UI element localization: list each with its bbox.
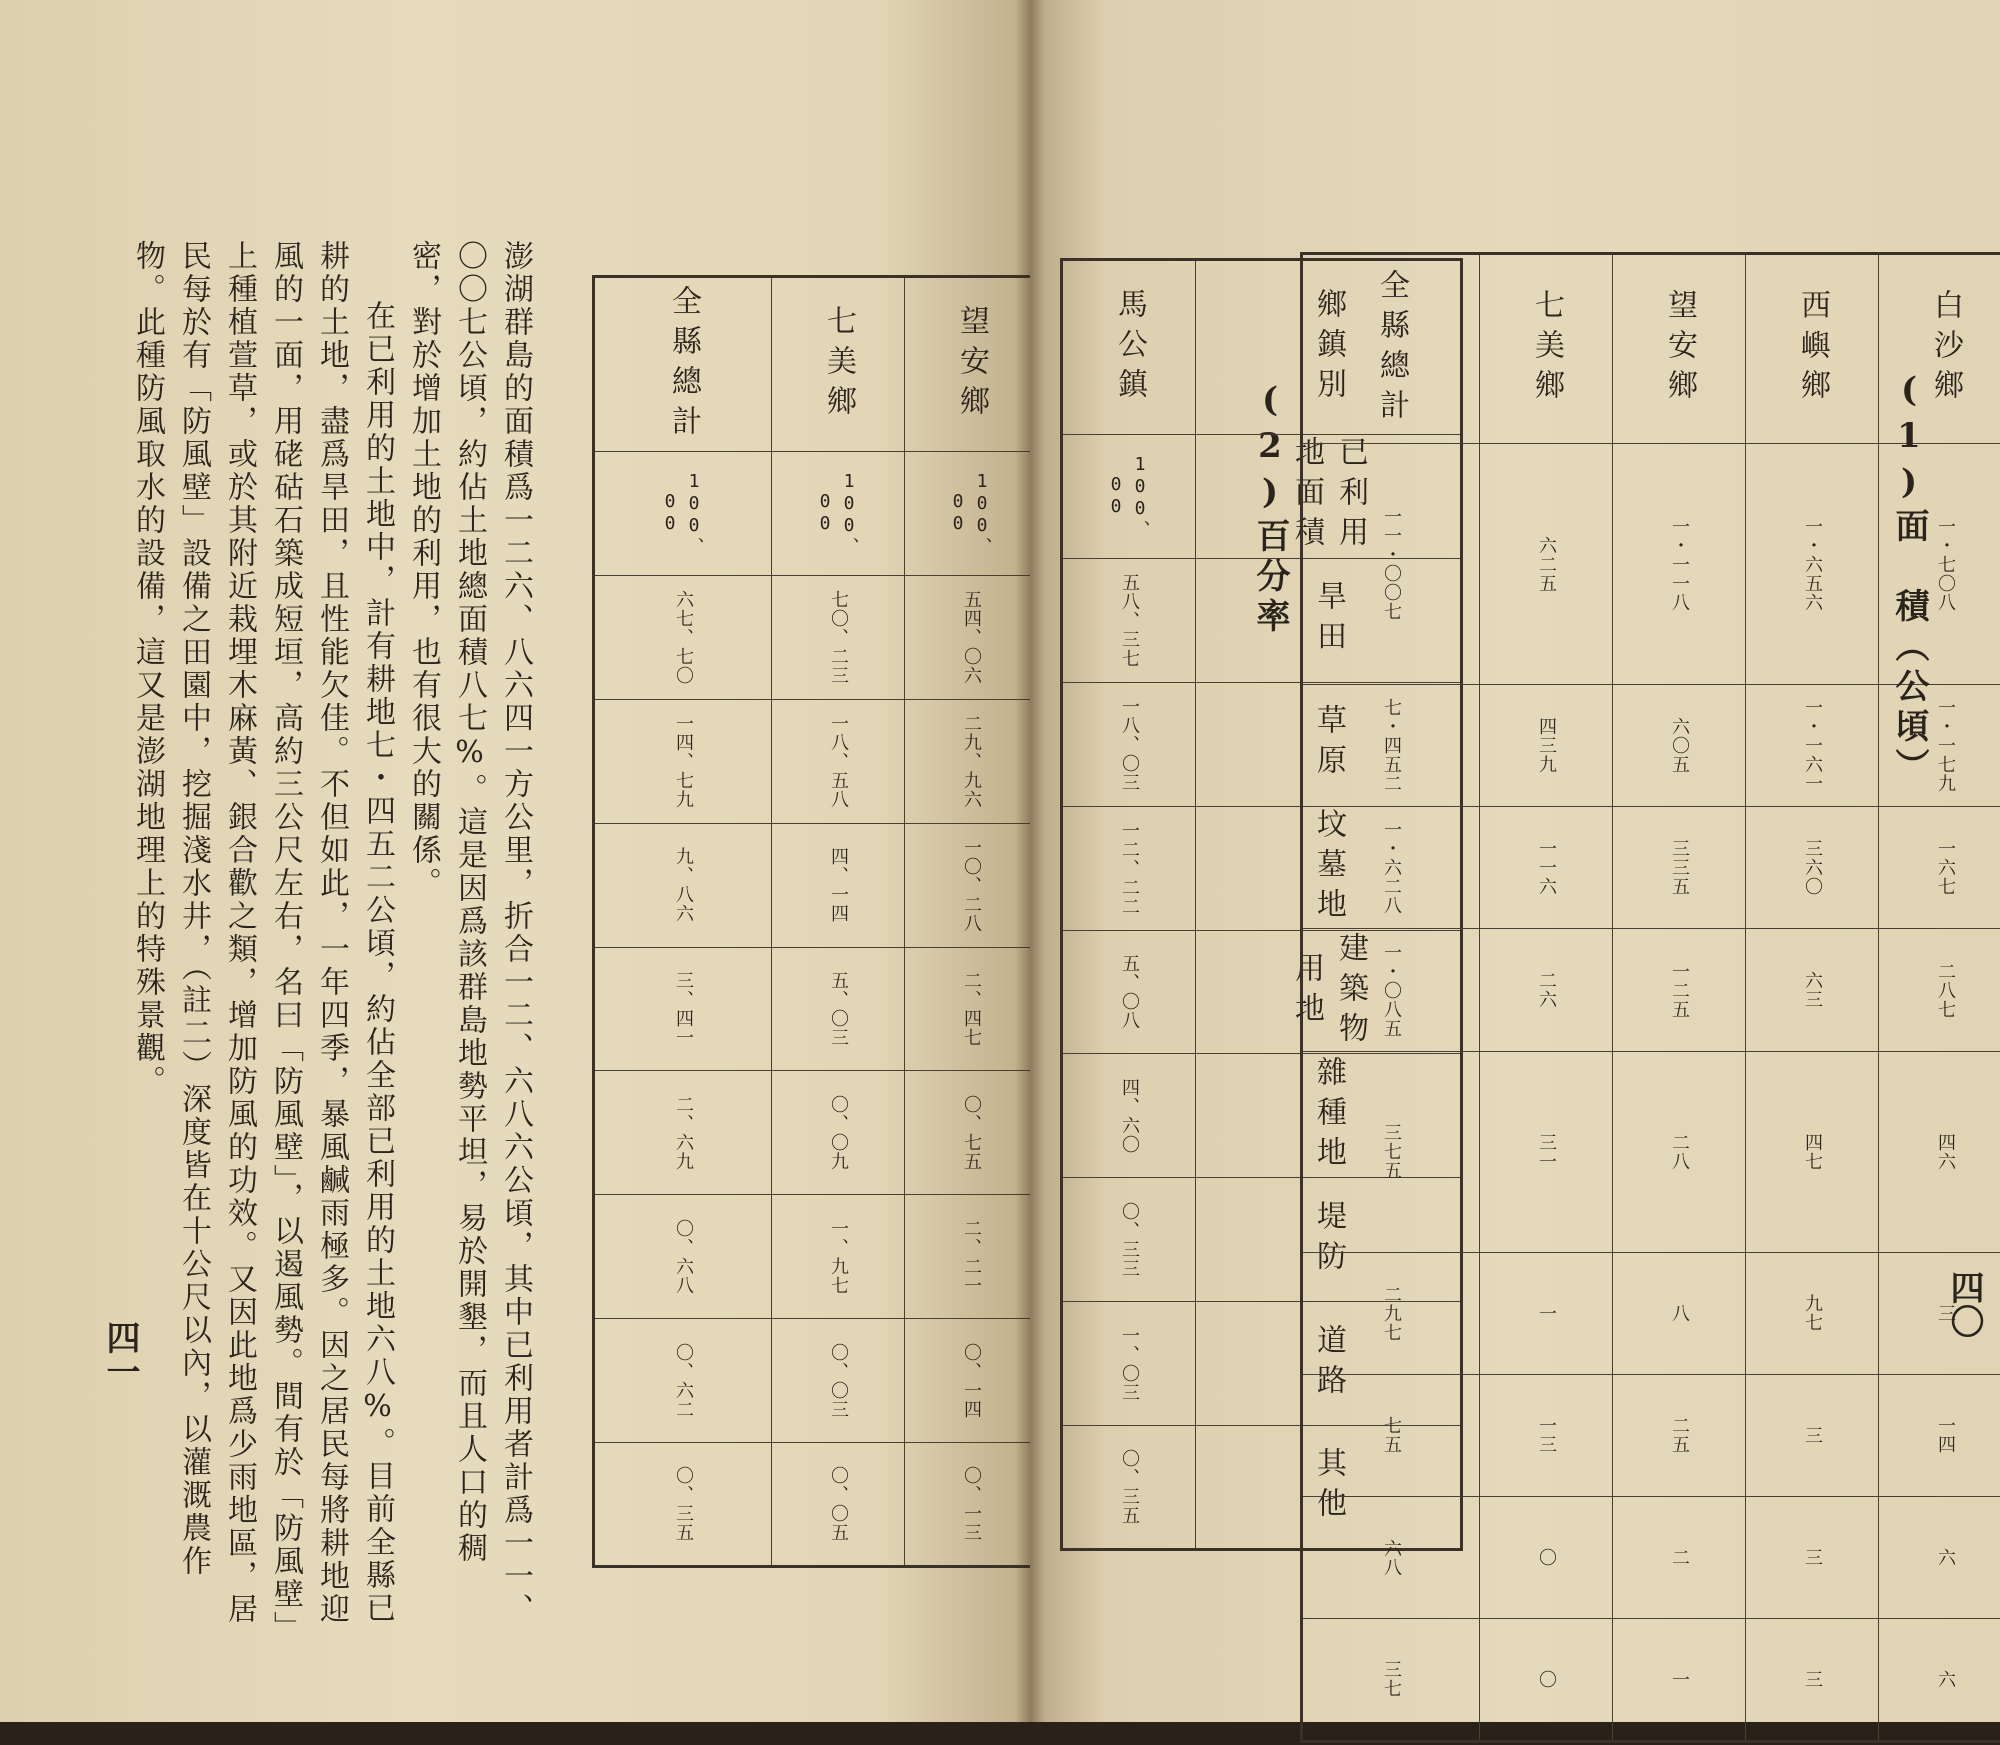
data-cell <box>1746 1252 1879 1374</box>
data-cell <box>1062 435 1196 559</box>
data-cell <box>1879 807 2000 929</box>
row-label-cell <box>1302 254 1480 444</box>
row-label-cell <box>594 277 772 452</box>
cell-text: 其他 <box>1306 1447 1350 1527</box>
page-number-right: 四〇 <box>1940 1270 1989 1338</box>
cell-text: 〇、三五 <box>1116 1449 1142 1525</box>
data-cell <box>594 1443 772 1567</box>
data-cell <box>772 947 905 1071</box>
cell-text: 二、六九 <box>670 1095 696 1171</box>
cell-text: 〇、六八 <box>670 1219 696 1295</box>
data-cell <box>1062 1054 1196 1178</box>
data-cell <box>1613 1619 1746 1741</box>
data-cell <box>594 1319 772 1443</box>
data-cell <box>1062 930 1196 1054</box>
row-label-cell <box>1746 254 1879 444</box>
data-cell <box>1480 1252 1613 1374</box>
cell-text: 三 <box>1799 1548 1825 1567</box>
data-cell <box>772 1071 905 1195</box>
data-cell <box>1879 1051 2000 1252</box>
data-cell <box>594 947 772 1071</box>
cell-text: 二九七 <box>1378 1285 1404 1342</box>
data-cell <box>1746 807 1879 929</box>
cell-text: 二五 <box>1666 1416 1692 1454</box>
data-cell <box>1302 685 1480 807</box>
data-cell <box>1062 1426 1196 1550</box>
data-cell <box>1480 1374 1613 1496</box>
data-cell <box>1746 1619 1879 1741</box>
table-row <box>1302 1619 2000 1741</box>
row-label-cell <box>1062 260 1196 435</box>
cell-text: 〇 <box>1533 1670 1559 1689</box>
data-cell <box>1480 1051 1613 1252</box>
cell-text: 一 <box>1666 1670 1692 1689</box>
data-cell <box>594 1195 772 1319</box>
cell-text: 七五 <box>1378 1416 1404 1454</box>
cell-text: 一・一七九 <box>1932 698 1958 793</box>
data-cell <box>594 1071 772 1195</box>
cell-text: 望安鄉 <box>949 305 993 425</box>
book-gutter <box>1015 0 1045 1722</box>
cell-text: 二、二一 <box>958 1219 984 1295</box>
cell-text: 建築物用地 <box>1284 931 1372 1054</box>
cell-text: 四、一四 <box>825 847 851 923</box>
paragraph-1: 澎湖群島的面積爲一二六、八六四一方公里，折合一二、六八六公頃，其中已利用者計爲一一、〇〇七公頃，約佔土地總面積八七%。這是因爲該群島地勢平坦，易於開墾，而且人口的稠密，對於增加土地的利用，也有很大的關係。 <box>400 240 538 1630</box>
cell-text: 100、00 <box>660 452 707 575</box>
table-row <box>1302 929 2000 1051</box>
data-cell <box>1302 1374 1480 1496</box>
cell-text: 西嶼鄉 <box>1790 289 1834 409</box>
data-cell <box>594 699 772 823</box>
data-cell <box>1746 929 1879 1051</box>
cell-text: 一・一六一 <box>1799 698 1825 793</box>
data-cell <box>1879 1619 2000 1741</box>
cell-text: 〇、〇三 <box>825 1343 851 1419</box>
data-cell <box>1062 1302 1196 1426</box>
cell-text: 100、00 <box>815 452 862 575</box>
cell-text: 道路 <box>1306 1324 1350 1404</box>
cell-text: 坟墓地 <box>1306 808 1350 928</box>
cell-text: 六七、七〇 <box>670 590 696 685</box>
data-cell <box>594 575 772 699</box>
cell-text: 一二五 <box>1666 962 1692 1019</box>
prose-block <box>118 240 538 1630</box>
data-cell <box>1480 685 1613 807</box>
table-row <box>1302 1252 2000 1374</box>
cell-text: 六 <box>1932 1548 1958 1567</box>
data-cell <box>1302 444 1480 685</box>
cell-text: 雜種地 <box>1306 1056 1350 1176</box>
data-cell <box>1480 807 1613 929</box>
cell-text: 六〇五 <box>1666 717 1692 774</box>
cell-text: 二、四七 <box>958 971 984 1047</box>
table-row <box>1302 1051 2000 1252</box>
row-label-cell <box>772 277 905 452</box>
data-cell <box>1879 929 2000 1051</box>
data-cell <box>772 575 905 699</box>
cell-text: 四六 <box>1932 1133 1958 1171</box>
cell-text: 〇 <box>1533 1548 1559 1567</box>
cell-text: 七〇、二三 <box>825 590 851 685</box>
cell-text: 白沙鄉 <box>1923 289 1967 409</box>
cell-text: 三 <box>1932 1304 1958 1323</box>
data-cell <box>1480 1619 1613 1741</box>
cell-text: 五八、三七 <box>1116 573 1142 668</box>
cell-text: 二八 <box>1666 1133 1692 1171</box>
table1-title: (1)面 積（公頃） <box>1885 370 1934 788</box>
cell-text: 七美鄉 <box>816 305 860 425</box>
cell-text: 〇、〇九 <box>825 1095 851 1171</box>
cell-text: 三 <box>1799 1426 1825 1445</box>
cell-text: 一 <box>1533 1304 1559 1323</box>
cell-text: 三 <box>1799 1670 1825 1689</box>
cell-text: 三六〇 <box>1799 839 1825 896</box>
cell-text: 一、〇三 <box>1116 1326 1142 1402</box>
cell-text: 三一 <box>1533 1133 1559 1171</box>
data-cell <box>1302 1252 1480 1374</box>
table-row <box>1302 1374 2000 1496</box>
cell-text: 七美鄉 <box>1524 289 1568 409</box>
data-cell <box>1746 685 1879 807</box>
data-cell <box>772 1443 905 1567</box>
data-cell <box>1746 1374 1879 1496</box>
row-label-cell <box>1613 254 1746 444</box>
data-cell <box>772 1195 905 1319</box>
cell-text: 馬公鎮 <box>1107 288 1151 408</box>
cell-text: 〇、六二 <box>670 1343 696 1419</box>
page-number-left: 四一 <box>96 1320 145 1388</box>
cell-text: 〇、〇五 <box>825 1466 851 1542</box>
cell-text: 六八 <box>1378 1539 1404 1577</box>
cell-text: 一三 <box>1533 1416 1559 1454</box>
cell-text: 全縣總計 <box>1369 269 1413 429</box>
cell-text: 鄉鎮別 <box>1306 288 1350 408</box>
data-cell <box>1062 682 1196 806</box>
table-row <box>1302 807 2000 929</box>
cell-text: 一一六 <box>1533 839 1559 896</box>
cell-text: 四三九 <box>1533 717 1559 774</box>
cell-text: 望安鄉 <box>1657 289 1701 409</box>
cell-text: 一二、二二 <box>1116 821 1142 916</box>
data-cell <box>772 452 905 576</box>
cell-text: 一六七 <box>1932 839 1958 896</box>
cell-text: 二八七 <box>1932 962 1958 1019</box>
cell-text: 〇、一四 <box>958 1343 984 1419</box>
cell-text: 草原 <box>1306 704 1350 784</box>
cell-text: 100、00 <box>1106 435 1153 558</box>
data-cell <box>1062 1178 1196 1302</box>
data-cell <box>1613 1252 1746 1374</box>
data-cell <box>1879 1374 2000 1496</box>
cell-text: 一四 <box>1932 1416 1958 1454</box>
cell-text: 〇、一三 <box>958 1466 984 1542</box>
cell-text: 三、四一 <box>670 971 696 1047</box>
data-cell <box>594 452 772 576</box>
data-cell <box>1062 558 1196 682</box>
cell-text: 一・六五六 <box>1799 517 1825 612</box>
data-cell <box>594 823 772 947</box>
cell-text: 三七 <box>1378 1660 1404 1698</box>
data-cell <box>1302 1497 1480 1619</box>
cell-text: 七・四五二 <box>1378 698 1404 793</box>
data-cell <box>1746 444 1879 685</box>
cell-text: 二九、九六 <box>958 714 984 809</box>
data-cell <box>1613 929 1746 1051</box>
data-cell <box>1613 444 1746 685</box>
cell-text: 〇、三三 <box>1116 1202 1142 1278</box>
data-cell <box>1302 807 1480 929</box>
cell-text: 一八、〇三 <box>1116 697 1142 792</box>
cell-text: 八 <box>1666 1304 1692 1323</box>
data-cell <box>1613 1497 1746 1619</box>
data-cell <box>772 699 905 823</box>
cell-text: 九七 <box>1799 1294 1825 1332</box>
cell-text: 六二五 <box>1533 536 1559 593</box>
cell-text: 一・六二八 <box>1378 820 1404 915</box>
cell-text: 一一・〇〇七 <box>1378 507 1404 621</box>
cell-text: 四、六〇 <box>1116 1078 1142 1154</box>
cell-text: 三三五 <box>1666 839 1692 896</box>
cell-text: 五四、〇六 <box>958 590 984 685</box>
data-cell <box>1480 444 1613 685</box>
data-cell <box>1613 1374 1746 1496</box>
cell-text: 〇、三五 <box>670 1466 696 1542</box>
cell-text: 全縣總計 <box>661 285 705 445</box>
cell-text: 五、〇八 <box>1116 954 1142 1030</box>
data-cell <box>1480 929 1613 1051</box>
cell-text: 一・七〇八 <box>1932 517 1958 612</box>
cell-text: 一・〇八五 <box>1378 943 1404 1038</box>
data-cell <box>1746 1051 1879 1252</box>
data-cell <box>1746 1497 1879 1619</box>
row-label-cell <box>1480 254 1613 444</box>
data-cell <box>1879 1497 2000 1619</box>
cell-text: 二六 <box>1533 971 1559 1009</box>
cell-text: 九、八六 <box>670 847 696 923</box>
data-cell <box>772 823 905 947</box>
data-cell <box>1613 807 1746 929</box>
cell-text: 一〇、二八 <box>958 838 984 933</box>
table-row <box>1302 1497 2000 1619</box>
table2-title: (2)百分率 <box>1246 380 1295 638</box>
cell-text: 一・一一八 <box>1666 517 1692 612</box>
cell-text: 六三 <box>1799 971 1825 1009</box>
cell-text: 五、〇三 <box>825 971 851 1047</box>
data-cell <box>1480 1497 1613 1619</box>
cell-text: 堤防 <box>1306 1200 1350 1280</box>
data-cell <box>1613 1051 1746 1252</box>
paragraph-2: 在已利用的土地中，計有耕地七・四五二公頃，約佔全部已利用的土地六八%。目前全縣已耕的土地，盡爲旱田，且性能欠佳。不但如此，一年四季，暴風鹹雨極多。因之居民每將耕地迎風的一面，用硓𥑮石築成短垣，高約三公尺左右，名曰「防風壁」，以遏風勢。間有於「防風壁」上種植萱草，或於其附近栽埋木麻黃、銀合歡之類，增加防風的功效。又因此地爲少雨地區，居民每於有「防風壁」設備之田園中，挖掘淺水井，（註二）深度皆在十公尺以內，以灌溉農作物。此種防風取水的設備，這又是澎湖地理上的特殊景觀。 <box>124 240 400 1630</box>
data-cell <box>1062 806 1196 930</box>
cell-text: 二 <box>1666 1548 1692 1567</box>
cell-text: 三七五 <box>1378 1123 1404 1180</box>
data-cell <box>1302 1051 1480 1252</box>
cell-text: 已利用地面積 <box>1284 435 1372 558</box>
cell-text: 100、00 <box>948 452 995 575</box>
data-cell <box>1302 929 1480 1051</box>
cell-text: 一、九七 <box>825 1219 851 1295</box>
data-cell <box>1302 1619 1480 1741</box>
data-cell <box>772 1319 905 1443</box>
cell-text: 一四、七九 <box>670 714 696 809</box>
data-cell <box>1613 685 1746 807</box>
cell-text: 〇、七五 <box>958 1095 984 1171</box>
cell-text: 一八、五八 <box>825 714 851 809</box>
cell-text: 四七 <box>1799 1133 1825 1171</box>
cell-text: 旱田 <box>1306 580 1350 660</box>
right-page <box>1030 0 2000 1722</box>
cell-text: 六 <box>1932 1670 1958 1689</box>
